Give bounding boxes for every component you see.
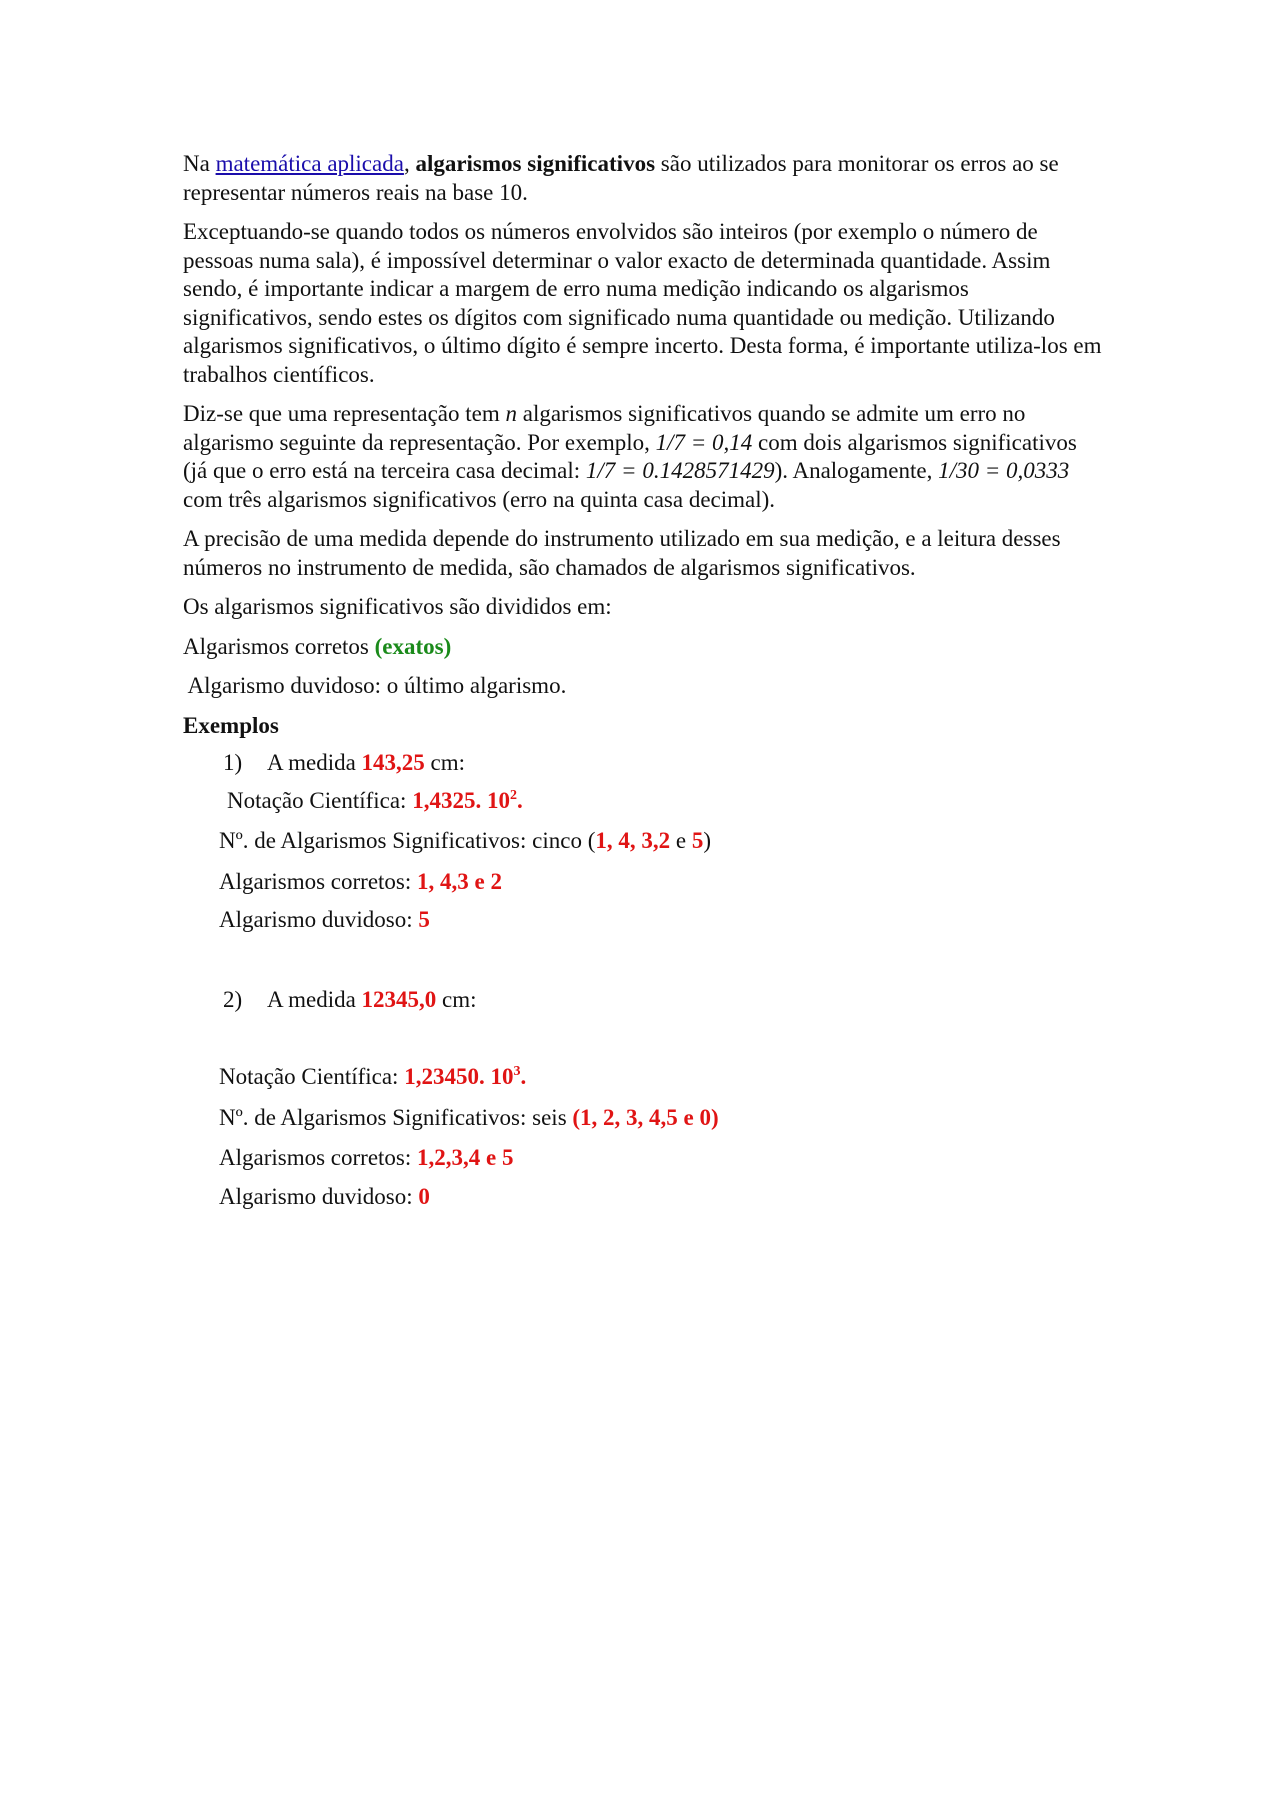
example-1-doubtful: Algarismo duvidoso: 5: [219, 907, 430, 932]
representation-paragraph: Diz-se que uma representação tem n algarismos significativos quando se admite um erro no algarismo seguinte da representação. Por exemplo, 1/7 = 0,14 com dois algarismos significativos (já que o erro está na terceira casa decimal: 1/7 = 0.1428571429). Analogamente, 1/30 = 0,0333 com três algarismos significativos (erro na quinta casa decimal).: [183, 401, 1077, 512]
example-2-correct: Algarismos corretos: 1,2,3,4 e 5: [219, 1145, 514, 1170]
example-1-correct: Algarismos corretos: 1, 4,3 e 2: [219, 868, 502, 894]
intro-paragraph: Na matemática aplicada, algarismos significativos são utilizados para monitorar os erros ao se representar números reais na base 10.: [183, 151, 1059, 205]
precision-paragraph: A precisão de uma medida depende do instrumento utilizado em sua medição, e a leitura desses números no instrumento de medida, são chamados de algarismos significativos.: [183, 526, 1061, 580]
example-2-doubtful: Algarismo duvidoso: 0: [219, 1183, 430, 1209]
example-1: [183, 749, 1103, 935]
examples-heading: Exemplos: [183, 712, 279, 738]
example-1-notation: Notação Científica: 1,4325. $10^2$.: [227, 787, 523, 813]
matematica-aplicada-link[interactable]: matemática aplicada: [215, 151, 404, 176]
exatos-highlight: (exatos): [374, 633, 452, 659]
doubtful-digit-line: Algarismo duvidoso: o último algarismo.: [183, 673, 567, 698]
example-1-count: Nº. de Algarismos Significativos: cinco (1, 4, 3,2 e 5): [219, 828, 711, 853]
bold-term: algarismos significativos: [415, 151, 656, 176]
equation-3: 1/30 = 0,0333: [938, 458, 1070, 483]
example-2-measure: 2) A medida 12345,0 cm:: [223, 986, 477, 1012]
example-2-notation: Notação Científica: 1,23450. $10^3$.: [219, 1064, 527, 1089]
document-page: [183, 150, 1103, 1211]
example-1-measure: 1) A medida 143,25 cm:: [223, 750, 466, 775]
equation-1: 1/7 = 0,14: [655, 429, 753, 455]
exceptions-paragraph: Exceptuando-se quando todos os números envolvidos são inteiros (por exemplo o número de pessoas numa sala), é impossível determinar o valor exacto de determinada quantidade. Assim sendo, é importante indicar a margem de erro numa medição indicando os algarismos significativos, sendo estes os dígitos com significado numa quantidade ou medição. Utilizando algarismos significativos, o último dígito é sempre incerto. Desta forma, é importante utiliza-los em trabalhos científicos.: [183, 219, 1102, 387]
correct-digits-line: Algarismos corretos (exatos): [183, 633, 452, 659]
equation-2: 1/7 = 0.1428571429: [585, 458, 775, 483]
example-2: [183, 986, 1103, 1212]
division-paragraph: Os algarismos significativos são divididos em:: [183, 594, 612, 619]
example-2-count: Nº. de Algarismos Significativos: seis (1, 2, 3, 4,5 e 0): [219, 1104, 719, 1130]
